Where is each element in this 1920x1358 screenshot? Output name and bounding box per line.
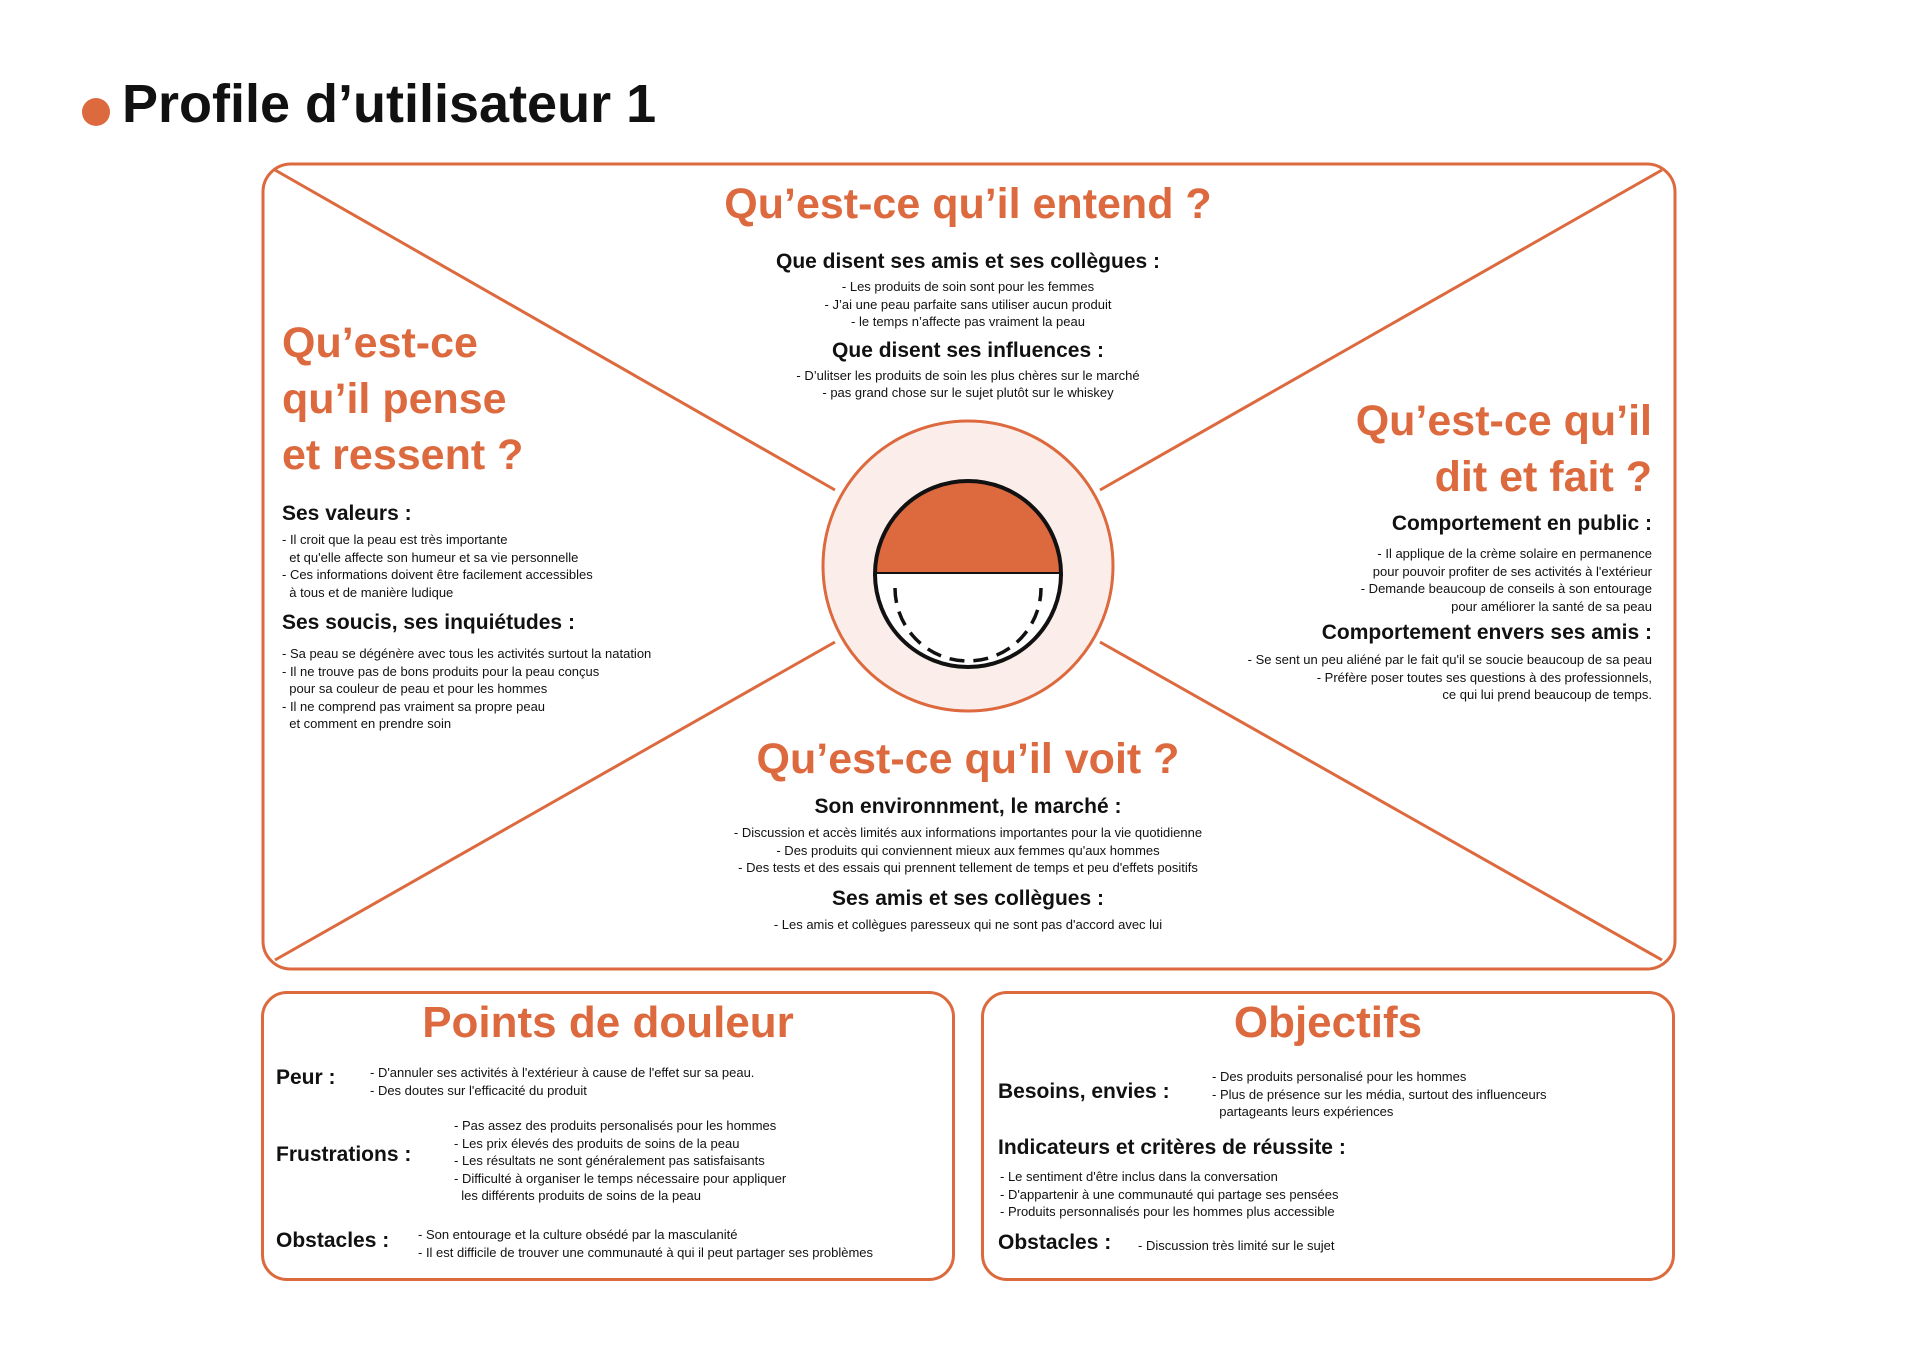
list-item: et comment en prendre soin (282, 716, 452, 731)
list-item: - Se sent un peu aliéné par le fait qu'il se soucie beaucoup de sa peau (1247, 652, 1652, 667)
list-item: - Les produits de soin sont pour les femmes (841, 279, 1095, 294)
hears-friends-list (668, 278, 1268, 331)
list-item: - Demande beaucoup de conseils à son entourage (1360, 581, 1652, 596)
sees-market-heading: Son environnment, le marché : (814, 795, 1122, 818)
list-item: - Préfère poser toutes ses questions à des professionnels, (1316, 669, 1652, 685)
list-item: et qu'elle affecte son humeur et sa vie personnelle (282, 549, 579, 565)
list-item: - Ces informations doivent être facilement accessibles (282, 567, 593, 582)
objectives-needs-label: Besoins, envies : (998, 1080, 1170, 1103)
says-friends-heading: Comportement envers ses amis : (1321, 621, 1652, 644)
list-item: - Discussion et accès limités aux informations importantes pour la vie quotidienne (733, 825, 1203, 840)
objectives-title: Objectifs (1233, 998, 1423, 1047)
list-item: - Son entourage et la culture obsédé par la masculanité (418, 1227, 738, 1242)
sees-title: Qu’est-ce qu’il voit ? (756, 735, 1180, 783)
objectives-obstacles-label: Obstacles : (998, 1231, 1112, 1254)
thinks-worries-list (282, 645, 702, 733)
list-item: - D'annuler ses activités à l'extérieur à cause de l'effet sur sa peau. (370, 1065, 755, 1080)
hears-section (668, 250, 1268, 402)
thinks-title: Qu’est-ce qu’il pense et ressent ? (282, 319, 524, 479)
list-item: - Les résultats ne sont généralement pas satisfaisants (454, 1153, 765, 1168)
list-item: - Il ne comprend pas vraiment sa propre peau (282, 698, 546, 714)
list-item: pour pouvoir profiter de ses activités à l'extérieur (1372, 563, 1652, 579)
page-title: Profile d’utilisateur 1 (122, 74, 657, 134)
list-item: - Pas assez des produits personalisés pour les hommes (454, 1118, 777, 1133)
list-item: à tous et de manière ludique (282, 584, 454, 600)
list-item: pour sa couleur de peau et pour les hommes (282, 681, 548, 696)
list-item: partageants leurs expériences (1212, 1104, 1394, 1119)
hears-influences-heading: Que disent ses influences : (832, 338, 1104, 362)
pain-points-title: Points de douleur (422, 998, 794, 1047)
list-item: - le temps n’affecte pas vraiment la peau (851, 314, 1085, 329)
list-item: - Produits personnalisés pour les hommes plus accessible (1000, 1204, 1335, 1219)
list-item: pour améliorer la santé de sa peau (1451, 598, 1652, 614)
thinks-values-list (282, 531, 702, 601)
says-section (1190, 512, 1652, 704)
list-item: - J’ai une peau parfaite sans utiliser aucun produit (824, 296, 1112, 312)
thinks-section (282, 502, 702, 733)
sees-friends-list (618, 916, 1318, 934)
list-item: - Les amis et collègues paresseux qui ne sont pas d'accord avec lui (773, 916, 1163, 932)
objectives-obstacles-list (1138, 1237, 1335, 1255)
list-item: - pas grand chose sur le sujet plutôt sur le whiskey (822, 385, 1114, 400)
half-face-icon (875, 481, 1061, 667)
says-public-list (1190, 545, 1652, 615)
hears-influences-list (668, 367, 1268, 402)
hears-friends-heading: Que disent ses amis et ses collègues : (776, 250, 1160, 273)
pain-obstacles-label: Obstacles : (276, 1229, 390, 1252)
says-title: Qu’est-ce qu’il dit et fait ? (1355, 397, 1652, 501)
pain-obstacles-list (418, 1226, 873, 1261)
list-item: les différents produits de soins de la peau (454, 1188, 701, 1203)
sees-friends-heading: Ses amis et ses collègues : (832, 886, 1104, 910)
objectives-indicators-list (1000, 1168, 1339, 1221)
says-friends-list (1190, 651, 1652, 704)
list-item: - Des produits personalisé pour les hommes (1212, 1069, 1467, 1084)
list-item: - Le sentiment d'être inclus dans la conversation (1000, 1169, 1278, 1184)
says-public-heading: Comportement en public : (1391, 512, 1652, 535)
list-item: - Il est difficile de trouver une communauté à qui il peut partager ses problèmes (418, 1244, 873, 1260)
hears-title: Qu’est-ce qu’il entend ? (724, 180, 1212, 228)
sees-market-list (618, 824, 1318, 877)
list-item: - Plus de présence sur les média, surtout des influenceurs (1212, 1086, 1547, 1102)
list-item: - D'appartenir à une communauté qui partage ses pensées (1000, 1186, 1339, 1202)
avatar (823, 421, 1113, 711)
pain-frustrations-label: Frustrations : (276, 1143, 412, 1166)
sees-section (618, 795, 1318, 933)
list-item: - Discussion très limité sur le sujet (1138, 1238, 1335, 1253)
pain-frustrations-list (454, 1117, 786, 1205)
list-item: - Des doutes sur l'efficacité du produit (370, 1082, 587, 1098)
pain-fear-label: Peur : (276, 1066, 336, 1089)
list-item: - D’ulitser les produits de soin les plus chères sur le marché (796, 367, 1140, 383)
pain-fear-list (370, 1064, 754, 1099)
objectives-needs-list (1212, 1068, 1547, 1121)
list-item: - Des tests et des essais qui prennent tellement de temps et peu d'effets positifs (738, 860, 1198, 875)
list-item: - Il ne trouve pas de bons produits pour la peau conçus (282, 663, 600, 679)
list-item: - Il croit que la peau est très importante (282, 532, 508, 547)
thinks-worries-heading: Ses soucis, ses inquiétudes : (282, 611, 575, 634)
list-item: - Sa peau se dégénère avec tous les activités surtout la natation (282, 646, 652, 661)
list-item: - Il applique de la crème solaire en permanence (1377, 546, 1652, 561)
list-item: - Difficulté à organiser le temps nécessaire pour appliquer (454, 1170, 787, 1186)
list-item: - Les prix élevés des produits de soins de la peau (454, 1135, 740, 1151)
thinks-values-heading: Ses valeurs : (282, 502, 412, 525)
list-item: - Des produits qui conviennent mieux aux femmes qu'aux hommes (776, 842, 1160, 858)
list-item: ce qui lui prend beaucoup de temps. (1442, 687, 1652, 702)
objectives-indicators-label: Indicateurs et critères de réussite : (998, 1136, 1346, 1159)
